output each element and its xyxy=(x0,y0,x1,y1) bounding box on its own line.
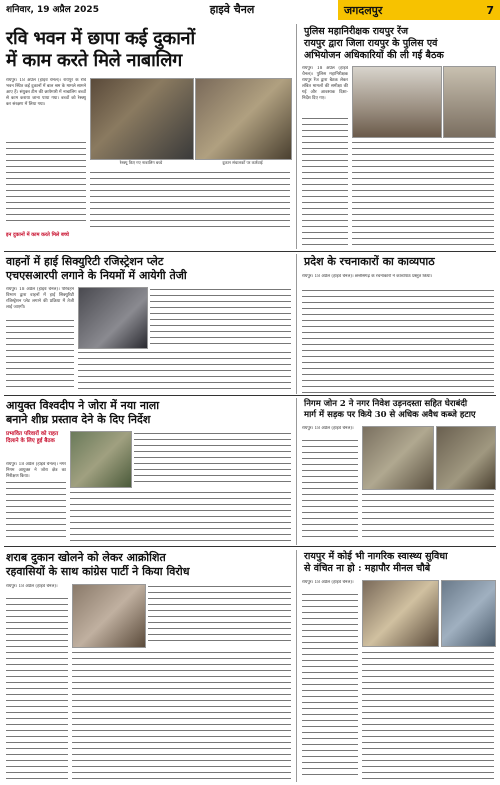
story7-headline-line2: मार्ग में सड़क पर किये 30 से अधिक अवैध कब्जे हटाए xyxy=(304,410,476,420)
story4-body: रायपुर। 18 अप्रैल (हाइवे चैनल)। छत्तीसगढ़ के रचनाकारों ने काव्यपाठ प्रस्तुत किया। xyxy=(302,274,433,279)
story7-text-lines-2 xyxy=(362,492,494,542)
story1-caption2: दुकान संचालकों पर कार्रवाई xyxy=(222,160,263,165)
story5-text-lines-3 xyxy=(134,431,291,486)
story2-text-lines xyxy=(302,116,348,246)
section-rule-3 xyxy=(4,546,496,547)
story9-body: रायपुर। 18 अप्रैल (हाइवे चैनल)। xyxy=(302,580,354,585)
issue-date: शनिवार, 19 अप्रैल 2025 xyxy=(6,5,99,15)
col-divider-4 xyxy=(296,550,297,782)
brand-name: हाइवे चैनल xyxy=(209,3,255,16)
section-rule-1 xyxy=(4,251,496,252)
story2-photo-officers xyxy=(443,66,496,138)
story9-headline xyxy=(304,551,494,575)
story1-headline-line2: में काम करते मिले नाबालिग xyxy=(6,50,182,71)
story5-text-lines xyxy=(6,480,66,542)
story9-text-lines xyxy=(302,592,358,780)
story3-headline xyxy=(6,255,291,283)
story5-headline-line1: आयुक्त विश्वदीप ने जोरा में नया नाला xyxy=(6,399,160,412)
story9-photo-mayor xyxy=(362,580,439,647)
story8-text-lines xyxy=(6,596,68,780)
story1-headline xyxy=(6,28,296,72)
story8-text-lines-2 xyxy=(72,650,291,780)
city-name: जगदलपुर xyxy=(344,3,383,17)
story1-caption1: रेस्क्यू किए गए नाबालिग बच्चे xyxy=(119,160,163,165)
story8-headline-line2: रहवासियों के साथ कांग्रेस पार्टी ने किया विरोध xyxy=(6,565,190,578)
story1-headline-line1: रवि भवन में छापा कई दुकानों xyxy=(6,28,195,49)
story5-text-lines-2 xyxy=(70,490,291,542)
page-number: 7 xyxy=(486,3,494,17)
section-rule-2 xyxy=(4,395,496,396)
story3-text-lines-3 xyxy=(150,287,291,347)
story1-photo-shops xyxy=(90,78,194,160)
story2-text-lines-2 xyxy=(352,140,494,246)
story2-headline xyxy=(304,26,494,62)
story5-headline-line2: बनाने शीघ्र प्रस्ताव देने के दिए निर्देश xyxy=(6,413,151,426)
story3-headline-line1: वाहनों में हाई सिक्युरिटी रजिस्ट्रेशन प्लेट xyxy=(6,255,164,268)
story2-body: रायपुर। 18 अप्रैल (हाइवे चैनल)। पुलिस महानिरीक्षक रायपुर रेंज द्वारा बैठक लेकर लंबित मामलों की समीक्षा की गई और आवश्यक दिशा-निर्देश दिए गए। xyxy=(302,66,348,101)
story9-text-lines-2 xyxy=(362,650,494,780)
story1-box: इन दुकानों में काम करते मिले बच्चे xyxy=(6,232,69,238)
story4-headline: प्रदेश के रचनाकारों का काव्यपाठ xyxy=(304,255,435,268)
story7-text-lines xyxy=(302,438,358,542)
story2-headline-line2: रायपुर द्वारा जिला रायपुर के पुलिस एवं xyxy=(304,38,438,49)
city-band xyxy=(338,0,500,20)
story8-text-lines-3 xyxy=(148,584,291,646)
story1-text-lines xyxy=(6,140,86,225)
story9-photo-2 xyxy=(441,580,496,647)
story1-body-col1: रायपुर। 18 अप्रैल (हाइवे चैनल)। रायपुर के रवि भवन स्थित कई दुकानों में बाल श्रम के मामले सामने आए हैं। संयुक्त टीम की छापेमारी में नाबालिग बच्चों से काम कराया जाना पाया गया। बच्चों को रेस्क्यू कर संरक्षण में लिया गया। xyxy=(6,78,86,107)
col-divider-2 xyxy=(296,254,297,394)
story1-text-lines-2 xyxy=(90,170,290,230)
story1-photo-children xyxy=(195,78,292,160)
story5-headline xyxy=(6,399,291,427)
story3-text-lines-2 xyxy=(78,350,291,390)
story2-headline-line3: अभियोजन अधिकारियों की ली गई बैठक xyxy=(304,50,444,61)
story3-text-lines xyxy=(6,318,74,390)
story4-text-lines xyxy=(302,288,494,393)
story8-body: रायपुर। 18 अप्रैल (हाइवे चैनल)। xyxy=(6,584,58,589)
story9-headline-line1: रायपुर में कोई भी नागरिक स्वास्थ्य सुविधा xyxy=(304,551,448,562)
story7-headline-line1: निगम जोन 2 ने नगर निवेश उड़नदस्ता सहित घेराबंदी xyxy=(304,399,468,409)
story7-headline xyxy=(304,399,494,421)
story9-headline-line2: से वंचित ना हो : महापौर मीनल चौबे xyxy=(304,563,431,574)
masthead xyxy=(0,0,500,20)
story3-photo-vehicle xyxy=(78,287,148,349)
story5-photo xyxy=(70,431,132,488)
story5-kicker: प्रभावित परिवारों को राहत दिलाने के लिए हुई बैठक xyxy=(6,431,59,444)
story3-headline-line2: एचएसआरपी लगाने के नियमों में आयेगी तेजी xyxy=(6,269,187,282)
story2-headline-line1: पुलिस महानिरीक्षक रायपुर रेंज xyxy=(304,26,409,37)
story7-photo-1 xyxy=(362,426,434,490)
story8-headline xyxy=(6,551,291,579)
story7-body: रायपुर। 18 अप्रैल (हाइवे चैनल)। xyxy=(302,426,354,431)
col-divider-3 xyxy=(296,398,297,545)
story8-photo xyxy=(72,584,146,648)
story3-body: रायपुर। 18 अप्रैल (हाइवे चैनल)। परिवहन विभाग द्वारा वाहनों में हाई सिक्युरिटी रजिस्ट्रेशन प्लेट लगाने की प्रक्रिया में तेजी लाई जाएगी। xyxy=(6,287,74,310)
story8-headline-line1: शराब दुकान खोलने को लेकर आक्रोशित xyxy=(6,551,166,564)
story7-photo-2 xyxy=(436,426,496,490)
story5-body: रायपुर। 18 अप्रैल (हाइवे चैनल)। नगर निगम आयुक्त ने जोरा क्षेत्र का निरीक्षण किया। xyxy=(6,462,66,479)
col-divider-1 xyxy=(296,24,297,249)
story2-photo-meeting xyxy=(352,66,442,138)
